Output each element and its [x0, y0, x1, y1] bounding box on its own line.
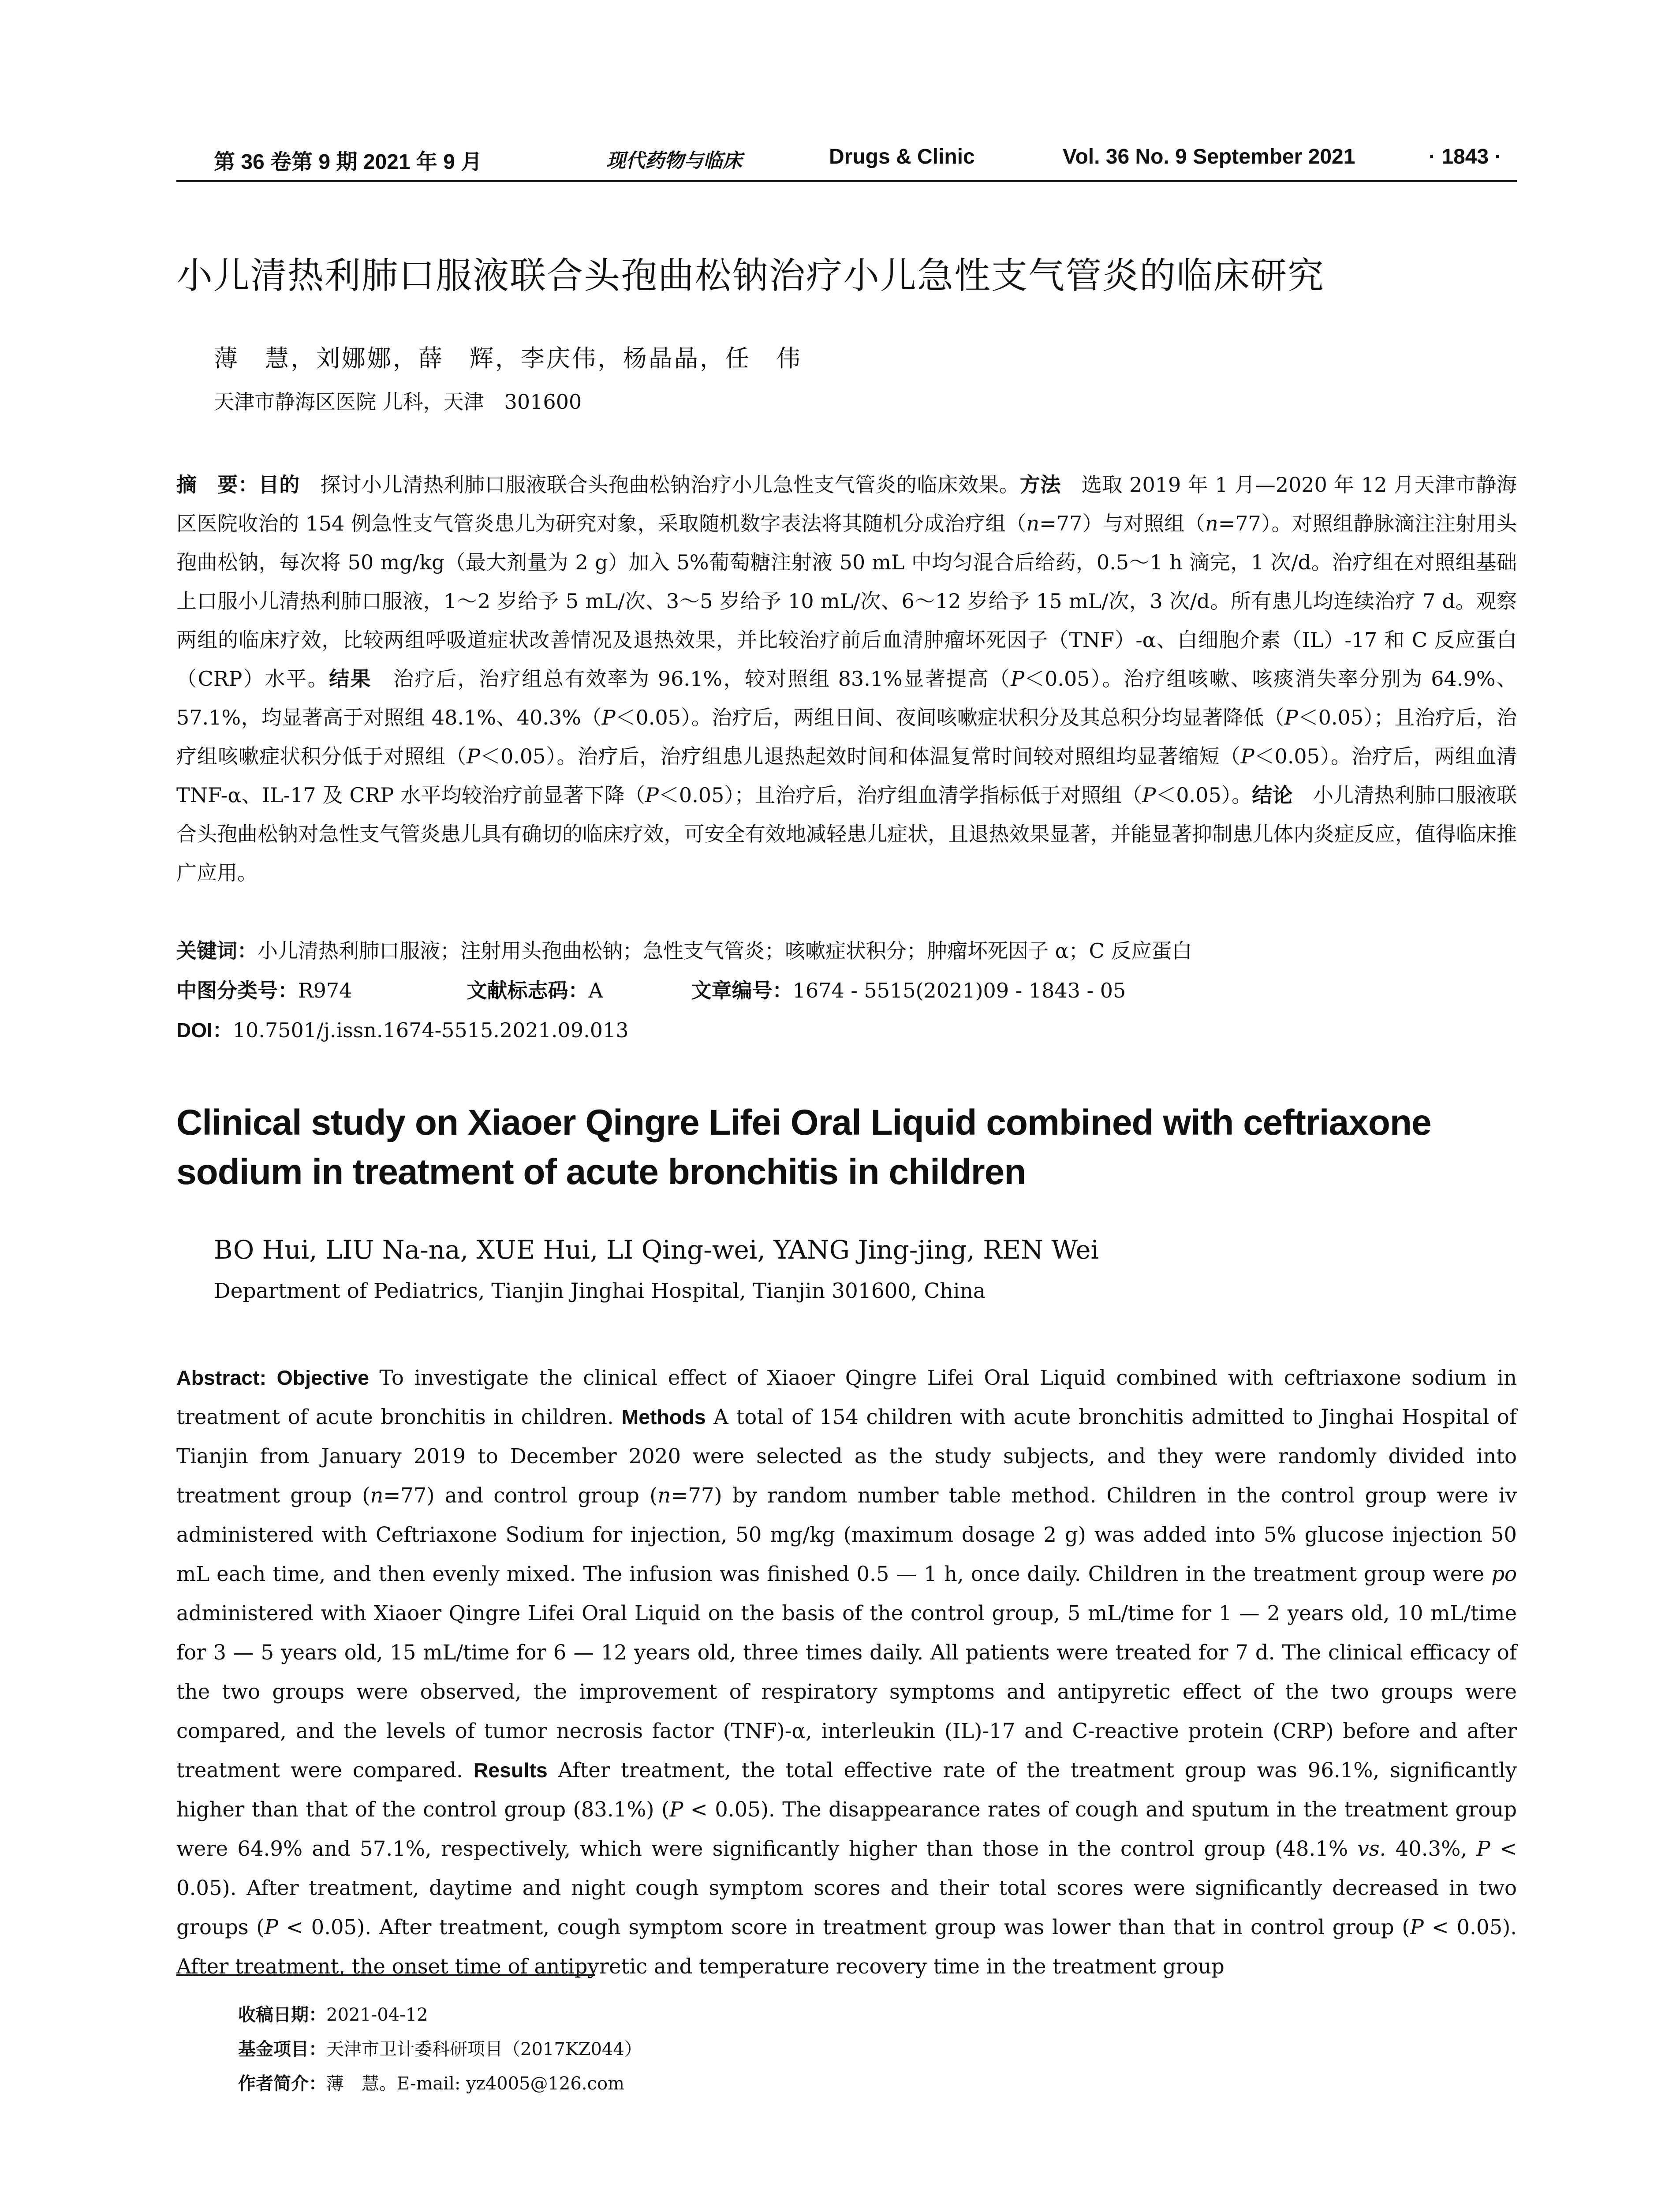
header-journal-cn: 现代药物与临床 — [606, 149, 742, 172]
cn-n-symbol: n — [1205, 512, 1218, 535]
en-n-symbol: n — [370, 1484, 384, 1507]
en-methods-text: administered with Xiaoer Qingre Lifei Oral Liquid on the basis of the control group, 5 mL/time for 1 — 2 years old, 10 mL/time for 3 — 5 years old, 15 mL/time for 6 — 12 years old, three times daily. All patients were treated for 7 d. The clinical efficacy of the two groups were observed, the improvement of respiratory symptoms and antipyretic effect of the two groups were compared, and the levels of tumor necrosis factor (TNF)-α, interleukin (IL)-17 and C-reactive protein (CRP) before and after treatment were compared. — [176, 1601, 1517, 1782]
en-results-text: < 0.05). After treatment, the onset time of antipyretic and temperature recovery time in the treatment group — [176, 1915, 1517, 1978]
cn-methods-text: =77）与对照组（ — [1039, 512, 1206, 535]
cn-objective-text: 探讨小儿清热利肺口服液联合头孢曲松钠治疗小儿急性支气管炎的临床效果。 — [299, 473, 1020, 497]
en-methods-text: =77) and control group ( — [383, 1484, 658, 1507]
fund-label: 基金项目： — [238, 2040, 326, 2059]
en-affiliation: Department of Pediatrics, Tianjin Jinghai Hospital, Tianjin 301600, China — [214, 1279, 986, 1303]
header-page-number: · 1843 · — [1429, 145, 1502, 168]
cn-p-symbol: P — [1142, 783, 1156, 807]
cn-results-text: ＜0.05）。治疗后，治疗组患儿退热起效时间和体温复常时间较对照组均显著缩短（ — [480, 744, 1241, 768]
en-objective-text: To investigate the clinical effect of Xiaoer Qingre Lifei Oral Liquid combined with ceftriaxone sodium in treatment of acute bronchitis in children. — [176, 1366, 1517, 1429]
en-results-text: After treatment, the total effective rate of the treatment group was 96.1%, significantly higher than that of the control group (83.1%) ( — [176, 1758, 1517, 1821]
en-objective-label: Objective — [276, 1366, 369, 1389]
received-date: 2021-04-12 — [326, 2005, 428, 2025]
en-results-label: Results — [473, 1759, 548, 1782]
cn-methods-label: 方法 — [1019, 473, 1061, 496]
doi-label: DOI： — [176, 1019, 233, 1042]
cn-results-label: 结果 — [329, 667, 372, 690]
en-methods-text: =77) by random number table method. Children in the control group were iv administered with Ceftriaxone Sodium for injection, 50 mg/kg (maximum dosage 2 g) was added into 5% glucose injection 50 mL each time, and then evenly mixed. The infusion was finished 0.5 — 1 h, once daily. Children in the treatment group were — [176, 1484, 1517, 1586]
cn-results-text: 治疗后，治疗组总有效率为 96.1%，较对照组 83.1%显著提高（ — [372, 667, 1011, 691]
cn-results-text: ＜0.05）；且治疗后，治疗组咳嗽症状积分低于对照组（ — [176, 706, 1517, 768]
en-methods-text: A total of 154 children with acute bronchitis admitted to Jinghai Hospital of Tianjin from January 2019 to December 2020 were selected as the study subjects, and they were randomly divided into treatment group ( — [176, 1405, 1517, 1507]
cn-p-symbol: P — [1240, 744, 1254, 768]
en-abstract — [176, 1358, 1517, 1986]
clc-label: 中图分类号： — [176, 979, 298, 1002]
author-label: 作者简介： — [238, 2074, 326, 2093]
clc-value: R974 — [298, 979, 352, 1002]
cn-p-symbol: P — [1011, 667, 1025, 691]
author-text: 薄 慧。E-mail: yz4005@126.com — [326, 2074, 624, 2094]
en-results-text: 40.3%, — [1386, 1837, 1477, 1861]
cn-affiliation: 天津市静海区医院 儿科，天津 301600 — [214, 390, 582, 414]
doc-code-label: 文献标志码： — [467, 979, 589, 1002]
cn-classification — [176, 975, 1517, 1004]
cn-p-symbol: P — [645, 783, 659, 807]
cn-objective-label: 目的 — [258, 473, 300, 496]
en-p-symbol: P — [1410, 1915, 1424, 1939]
cn-results-text: ＜0.05）；且治疗后，治疗组血清学指标低于对照组（ — [658, 783, 1142, 807]
footnote-divider — [176, 1974, 595, 1976]
article-no-value: 1674 - 5515(2021)09 - 1843 - 05 — [792, 979, 1126, 1002]
header-volume-cn: 第 36 卷第 9 期 2021 年 9 月 — [214, 150, 482, 174]
cn-p-symbol: P — [1284, 706, 1298, 729]
cn-abstract — [176, 465, 1517, 892]
cn-results-text: ＜0.05）。治疗后，两组血清 TNF-α、IL-17 及 CRP 水平均较治疗前显著下降（ — [176, 744, 1517, 807]
en-vs-term: vs. — [1357, 1837, 1386, 1861]
cn-methods-text: 选取 2019 年 1 月—2020 年 12 月天津市静海区医院收治的 154 例急性支气管炎患儿为研究对象，采取随机数字表法将其随机分成治疗组（ — [176, 473, 1517, 535]
en-p-symbol: P — [669, 1798, 683, 1821]
fund-text: 天津市卫计委科研项目（2017KZ044） — [326, 2039, 642, 2059]
cn-results-text: ＜0.05）。治疗后，两组日间、夜间咳嗽症状积分及其总积分均显著降低（ — [615, 706, 1284, 729]
footnote-received — [238, 1998, 642, 2032]
header-volume-en: Vol. 36 No. 9 September 2021 — [1063, 145, 1355, 168]
cn-results-text: ＜0.05）。治疗组咳嗽、咳痰消失率分别为 64.9%、57.1%，均显著高于对照组 48.1%、40.3%（ — [176, 667, 1517, 729]
cn-conclusion-label: 结论 — [1252, 784, 1293, 807]
en-abstract-label: Abstract: — [176, 1366, 267, 1389]
cn-abstract-label: 摘 要： — [176, 473, 259, 496]
doc-code-value: A — [588, 979, 603, 1002]
footnote-fund — [238, 2032, 642, 2067]
en-results-text: < 0.05). After treatment, daytime and night cough symptom scores and their total scores were significantly decreased in two groups ( — [176, 1837, 1517, 1939]
en-n-symbol: n — [657, 1484, 671, 1507]
footnotes — [238, 1998, 642, 2101]
en-po-term: po — [1491, 1562, 1517, 1586]
cn-title: 小儿清热利肺口服液联合头孢曲松钠治疗小儿急性支气管炎的临床研究 — [176, 255, 1325, 297]
received-label: 收稿日期： — [238, 2005, 326, 2025]
doi — [176, 1014, 1517, 1043]
en-p-symbol: P — [1476, 1837, 1490, 1861]
cn-p-symbol: P — [601, 706, 616, 729]
en-results-text: < 0.05). After treatment, cough symptom score in treatment group was lower than that in control group ( — [278, 1915, 1410, 1939]
en-methods-label: Methods — [621, 1405, 706, 1428]
cn-p-symbol: P — [467, 744, 481, 768]
cn-authors: 薄 慧，刘娜娜，薛 辉，李庆伟，杨晶晶，任 伟 — [214, 344, 802, 372]
doi-link[interactable]: 10.7501/j.issn.1674-5515.2021.09.013 — [232, 1018, 629, 1042]
cn-conclusion-text: 小儿清热利肺口服液联合头孢曲松钠对急性支气管炎患儿具有确切的临床疗效，可安全有效地减轻患儿症状，且退热效果显著，并能显著抑制患儿体内炎症反应，值得临床推广应用。 — [176, 783, 1517, 885]
en-results-text: < 0.05). The disappearance rates of cough and sputum in the treatment group were 64.9% and 57.1%, respectively, which were significantly higher than those in the control group (48.1% — [176, 1798, 1517, 1861]
cn-methods-text: =77）。对照组静脉滴注注射用头孢曲松钠，每次将 50 mg/kg（最大剂量为 2 g）加入 5%葡萄糖注射液 50 mL 中均匀混合后给药，0.5～1 h 滴完，1 次/d。治疗组在对照组基础上口服小儿清热利肺口服液，1～2 岁给予 5 mL/次、3～5 岁给予 10 mL/次、6～12 岁给予 15 mL/次，3 次/d。所有患儿均连续治疗 7 d。观察两组的临床疗效，比较两组呼吸道症状改善情况及退热效果，并比较治疗前后血清肿瘤坏死因子（TNF）-α、白细胞介素（IL）-17 和 C 反应蛋白（CRP）水平。 — [176, 512, 1517, 691]
cn-keywords-text: 小儿清热利肺口服液；注射用头孢曲松钠；急性支气管炎；咳嗽症状积分；肿瘤坏死因子 α；C 反应蛋白 — [258, 939, 1192, 963]
cn-n-symbol: n — [1026, 512, 1040, 535]
running-header — [176, 140, 1517, 182]
cn-keywords-label: 关键词： — [176, 939, 258, 962]
en-authors: BO Hui, LIU Na-na, XUE Hui, LI Qing-wei, YANG Jing-jing, REN Wei — [214, 1235, 1099, 1265]
en-p-symbol: P — [264, 1915, 278, 1939]
en-title: Clinical study on Xiaoer Qingre Lifei Oral Liquid combined with ceftriaxone sodium in treatment of acute bronchitis in children — [176, 1102, 1431, 1192]
cn-keywords — [176, 935, 1517, 964]
article-no-label: 文章编号： — [691, 979, 793, 1002]
cn-results-text: ＜0.05）。 — [1156, 783, 1252, 807]
header-journal-en: Drugs & Clinic — [829, 145, 975, 168]
footnote-author — [238, 2067, 642, 2101]
